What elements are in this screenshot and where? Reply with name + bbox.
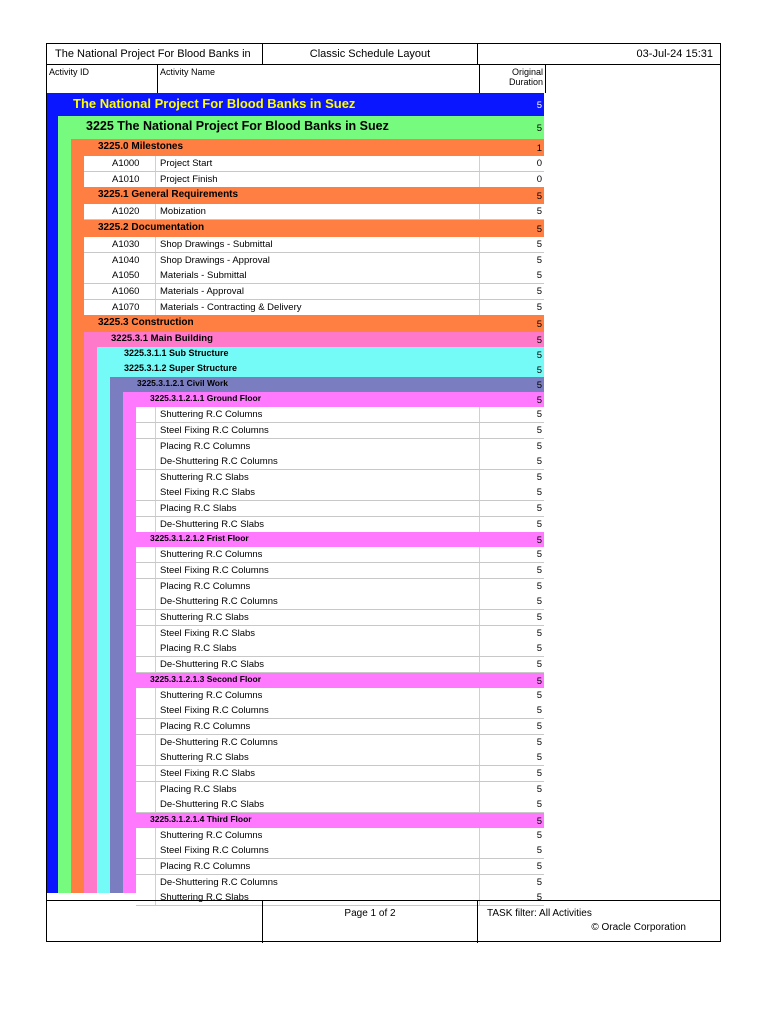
- activity-name: De-Shuttering R.C Slabs: [160, 799, 265, 811]
- activity-name: Placing R.C Columns: [160, 440, 251, 452]
- wbs-duration: 5: [536, 395, 542, 407]
- activity-name: Steel Fixing R.C Slabs: [160, 487, 256, 499]
- wbs-label: 3225.3.1.2.1.1 Ground Floor: [150, 393, 262, 404]
- activity-duration: 0: [536, 158, 542, 169]
- activity-name: Placing R.C Columns: [160, 861, 251, 873]
- activity-name: Mobization: [160, 206, 206, 218]
- activity-duration: 5: [536, 471, 542, 483]
- activity-duration: 5: [536, 424, 542, 436]
- activity-name: Placing R.C Slabs: [160, 503, 237, 515]
- activity-duration: 0: [536, 173, 542, 185]
- wbs-duration: 5: [536, 535, 542, 547]
- activity-name: Placing R.C Columns: [160, 580, 251, 592]
- activity-duration: 5: [536, 627, 542, 639]
- activity-name: Shuttering R.C Columns: [160, 829, 263, 841]
- activity-duration: 5: [536, 580, 542, 592]
- activity-duration: 5: [536, 612, 542, 623]
- activity-id: A1020: [112, 206, 140, 218]
- copyright: © Oracle Corporation: [591, 922, 686, 933]
- activity-name: Shuttering R.C Columns: [160, 409, 263, 421]
- activity-name: De-Shuttering R.C Columns: [160, 596, 278, 608]
- report-footer: [47, 900, 720, 943]
- activity-duration: 5: [536, 861, 542, 873]
- activity-name: Shop Drawings - Submittal: [160, 238, 273, 250]
- project-title: The National Project For Blood Banks in: [47, 44, 263, 65]
- activity-duration: 5: [536, 285, 542, 297]
- wbs-duration: 5: [536, 365, 542, 377]
- activity-duration: 5: [536, 783, 542, 795]
- activity-name: Materials - Approval: [160, 285, 244, 297]
- activity-name: Shuttering R.C Slabs: [160, 471, 249, 483]
- wbs-label: 3225.3.1.2.1.4 Third Floor: [150, 813, 252, 824]
- wbs-duration: 5: [536, 350, 542, 362]
- activity-name: De-Shuttering R.C Slabs: [160, 518, 265, 530]
- wbs-duration: 5: [536, 191, 542, 203]
- activity-name: Project Start: [160, 158, 213, 169]
- activity-duration: 5: [536, 799, 542, 811]
- wbs-label: 3225.2 Documentation: [98, 221, 205, 233]
- activity-duration: 5: [536, 767, 542, 779]
- wbs-label: 3225.3.1.2 Super Structure: [124, 363, 238, 374]
- footer-right-cell: [478, 901, 720, 943]
- activity-duration: 5: [536, 565, 542, 577]
- column-divider: [157, 65, 158, 93]
- wbs-label: 3225.0 Milestones: [98, 141, 184, 152]
- wbs-duration: 5: [536, 675, 542, 687]
- activity-name: De-Shuttering R.C Columns: [160, 876, 278, 888]
- activity-duration: 5: [536, 829, 542, 841]
- page-number: Page 1 of 2: [263, 901, 478, 943]
- activity-duration: 5: [536, 206, 542, 218]
- wbs-duration: 5: [536, 223, 542, 235]
- report-frame: [46, 43, 721, 942]
- activity-name: De-Shuttering R.C Columns: [160, 736, 278, 748]
- activity-name: De-Shuttering R.C Slabs: [160, 658, 265, 670]
- activity-duration: 5: [536, 456, 542, 468]
- activity-duration: 5: [536, 845, 542, 857]
- activity-name: Materials - Submittal: [160, 270, 247, 282]
- activity-name: Project Finish: [160, 173, 218, 185]
- activity-id: A1060: [112, 285, 140, 297]
- activity-name: Steel Fixing R.C Columns: [160, 424, 269, 436]
- activity-name: Steel Fixing R.C Columns: [160, 565, 269, 577]
- report-datetime: 03-Jul-24 15:31: [478, 44, 721, 65]
- wbs-duration: 5: [536, 380, 542, 392]
- wbs-duration: 5: [536, 815, 542, 827]
- activity-duration: 5: [536, 752, 542, 764]
- wbs-label: 3225.3.1 Main Building: [111, 333, 213, 345]
- wbs-duration: 5: [536, 123, 542, 134]
- activity-duration: 5: [536, 596, 542, 608]
- wbs-label: 3225.3.1.2.1.2 Frist Floor: [150, 533, 249, 544]
- activity-id: A1050: [112, 270, 140, 282]
- activity-name: Shuttering R.C Slabs: [160, 752, 249, 764]
- activity-duration: 5: [536, 658, 542, 670]
- activity-name: Steel Fixing R.C Columns: [160, 845, 269, 857]
- footer-left-cell: [47, 901, 263, 943]
- activity-id: A1040: [112, 254, 140, 266]
- column-divider: [479, 65, 480, 93]
- activity-duration: 5: [536, 720, 542, 732]
- activity-duration: 5: [536, 689, 542, 701]
- activity-duration: 5: [536, 892, 542, 904]
- activity-duration: 5: [536, 503, 542, 515]
- activity-duration: 5: [536, 238, 542, 250]
- activity-name: Placing R.C Columns: [160, 720, 251, 732]
- column-header-activity-id: Activity ID: [49, 67, 90, 77]
- activity-duration: 5: [536, 736, 542, 748]
- activity-name: De-Shuttering R.C Columns: [160, 456, 278, 468]
- duration-header-line1: Original: [511, 67, 543, 77]
- activity-name: Shuttering R.C Slabs: [160, 612, 249, 623]
- activity-duration: 5: [536, 301, 542, 313]
- activity-name: Placing R.C Slabs: [160, 783, 237, 795]
- activity-duration: 5: [536, 549, 542, 561]
- wbs-label: 3225.3.1.2.1 Civil Work: [137, 378, 229, 389]
- wbs-duration: 5: [536, 319, 542, 331]
- wbs-duration: 1: [536, 143, 542, 154]
- activity-id: A1070: [112, 301, 140, 313]
- activity-id: A1000: [112, 158, 140, 169]
- activity-duration: 5: [536, 440, 542, 452]
- activity-id: A1010: [112, 173, 140, 185]
- activity-name: Steel Fixing R.C Columns: [160, 705, 269, 717]
- wbs-duration: 5: [536, 335, 542, 347]
- layout-name: Classic Schedule Layout: [263, 44, 478, 65]
- wbs-label: The National Project For Blood Banks in Suez: [73, 96, 356, 111]
- wbs-label: 3225 The National Project For Blood Banks in Suez: [86, 119, 389, 133]
- wbs-label: 3225.3.1.1 Sub Structure: [124, 348, 229, 359]
- activity-duration: 5: [536, 643, 542, 655]
- activity-duration: 5: [536, 409, 542, 421]
- activity-name: Steel Fixing R.C Slabs: [160, 767, 256, 779]
- activity-name: Shuttering R.C Columns: [160, 689, 263, 701]
- activity-name: Placing R.C Slabs: [160, 643, 237, 655]
- activity-name: Steel Fixing R.C Slabs: [160, 627, 256, 639]
- activity-duration: 5: [536, 705, 542, 717]
- column-divider: [545, 65, 546, 93]
- wbs-label: 3225.3 Construction: [98, 317, 194, 329]
- activity-duration: 5: [536, 487, 542, 499]
- column-header-duration: [481, 67, 543, 87]
- activity-name: Materials - Contracting & Delivery: [160, 301, 302, 313]
- activity-name: Shop Drawings - Approval: [160, 254, 270, 266]
- activity-name: Shuttering R.C Columns: [160, 549, 263, 561]
- wbs-label: 3225.1 General Requirements: [98, 189, 239, 201]
- activity-duration: 5: [536, 518, 542, 530]
- activity-duration: 5: [536, 270, 542, 282]
- activity-name: Shuttering R.C Slabs: [160, 892, 249, 904]
- column-header-activity-name: Activity Name: [160, 67, 216, 77]
- wbs-label: 3225.3.1.2.1.3 Second Floor: [150, 673, 262, 684]
- wbs-duration: 5: [480, 93, 542, 118]
- activity-duration: 5: [536, 254, 542, 266]
- duration-header-line2: Duration: [508, 77, 543, 87]
- activity-duration: 5: [536, 876, 542, 888]
- activity-id: A1030: [112, 238, 140, 250]
- task-filter: TASK filter: All Activities: [487, 908, 592, 919]
